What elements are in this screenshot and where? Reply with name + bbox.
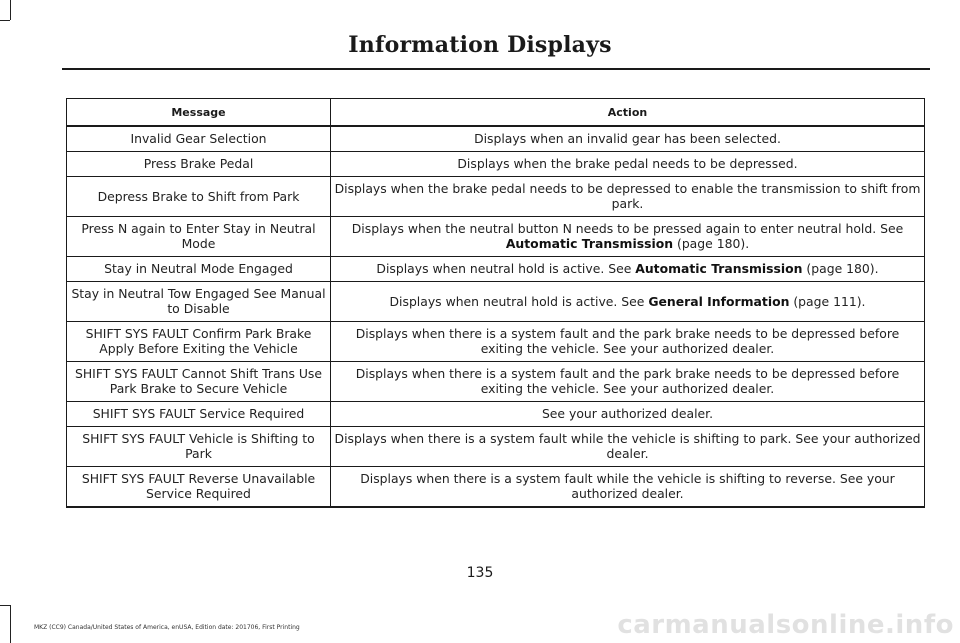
- action-text: Displays when the brake pedal needs to be depressed.: [457, 156, 798, 171]
- table-row: [67, 362, 925, 402]
- message-cell: Press Brake Pedal: [67, 152, 331, 177]
- action-cell: [331, 427, 925, 467]
- action-text: Displays when there is a system fault while the vehicle is shifting to reverse. See your authorized dealer.: [360, 471, 895, 501]
- action-cell: [331, 217, 925, 257]
- action-cell: [331, 322, 925, 362]
- message-cell: Stay in Neutral Mode Engaged: [67, 257, 331, 282]
- table-row: [67, 282, 925, 322]
- table-row: [67, 467, 925, 508]
- watermark: carmanualsonline.info: [617, 610, 954, 640]
- table-row: [67, 177, 925, 217]
- table-row: [67, 152, 925, 177]
- action-text: See your authorized dealer.: [541, 406, 714, 421]
- action-text: Displays when neutral hold is active. See: [389, 293, 649, 309]
- message-cell: SHIFT SYS FAULT Service Required: [67, 402, 331, 427]
- page-header-title: Information Displays: [348, 32, 612, 58]
- action-text: (page 111).: [789, 293, 866, 309]
- page-number: 135: [466, 565, 494, 581]
- action-cell: [331, 257, 925, 282]
- column-header-message: Message: [67, 99, 331, 127]
- table-header-row: [67, 99, 925, 127]
- action-cell: [331, 177, 925, 217]
- crop-mark: [0, 20, 10, 21]
- table-row: [67, 217, 925, 257]
- table-row: [67, 402, 925, 427]
- message-cell: Invalid Gear Selection: [67, 126, 331, 152]
- table-row: [67, 257, 925, 282]
- action-text: Displays when there is a system fault and the park brake needs to be depressed before exiting the vehicle. See your authorized dealer.: [355, 366, 900, 396]
- message-cell: Press N again to Enter Stay in Neutral Mode: [67, 217, 331, 257]
- cross-reference-link: General Information: [648, 293, 790, 309]
- cross-reference-link: Automatic Transmission: [635, 261, 803, 276]
- action-text: Displays when an invalid gear has been selected.: [474, 131, 781, 146]
- message-cell: SHIFT SYS FAULT Cannot Shift Trans Use Park Brake to Secure Vehicle: [67, 362, 331, 402]
- crop-mark: [10, 0, 11, 20]
- action-cell: [331, 126, 925, 152]
- action-text: Displays when neutral hold is active. See: [376, 261, 636, 276]
- action-cell: [331, 282, 925, 322]
- message-cell: Stay in Neutral Tow Engaged See Manual to Disable: [67, 282, 331, 322]
- cross-reference-link: Automatic Transmission: [505, 236, 674, 251]
- action-text: Displays when there is a system fault and the park brake needs to be depressed before exiting the vehicle. See your authorized dealer.: [355, 326, 900, 356]
- action-text: Displays when the neutral button N needs to be pressed again to enter neutral hold. See: [351, 221, 904, 236]
- action-cell: [331, 152, 925, 177]
- crop-mark: [0, 605, 10, 606]
- action-text: (page 180).: [802, 261, 879, 276]
- footer-edition-text: MKZ (CC9) Canada/United States of America, enUSA, Edition date: 201706, First Printing: [34, 624, 300, 631]
- action-cell: [331, 362, 925, 402]
- message-cell: SHIFT SYS FAULT Confirm Park Brake Apply Before Exiting the Vehicle: [67, 322, 331, 362]
- action-text: (page 180).: [673, 236, 750, 251]
- action-cell: [331, 467, 925, 508]
- action-text: Displays when the brake pedal needs to be depressed to enable the transmission to shift from park.: [334, 181, 921, 211]
- messages-table: [66, 98, 925, 508]
- table-row: [67, 126, 925, 152]
- table-row: [67, 427, 925, 467]
- column-header-action: Action: [331, 99, 925, 127]
- action-cell: [331, 402, 925, 427]
- table-row: [67, 322, 925, 362]
- crop-mark: [10, 605, 11, 643]
- message-cell: SHIFT SYS FAULT Reverse Unavailable Service Required: [67, 467, 331, 508]
- action-text: Displays when there is a system fault while the vehicle is shifting to park. See your authorized dealer.: [334, 431, 921, 461]
- header-rule: [62, 68, 930, 70]
- message-cell: SHIFT SYS FAULT Vehicle is Shifting to Park: [67, 427, 331, 467]
- message-cell: Depress Brake to Shift from Park: [67, 177, 331, 217]
